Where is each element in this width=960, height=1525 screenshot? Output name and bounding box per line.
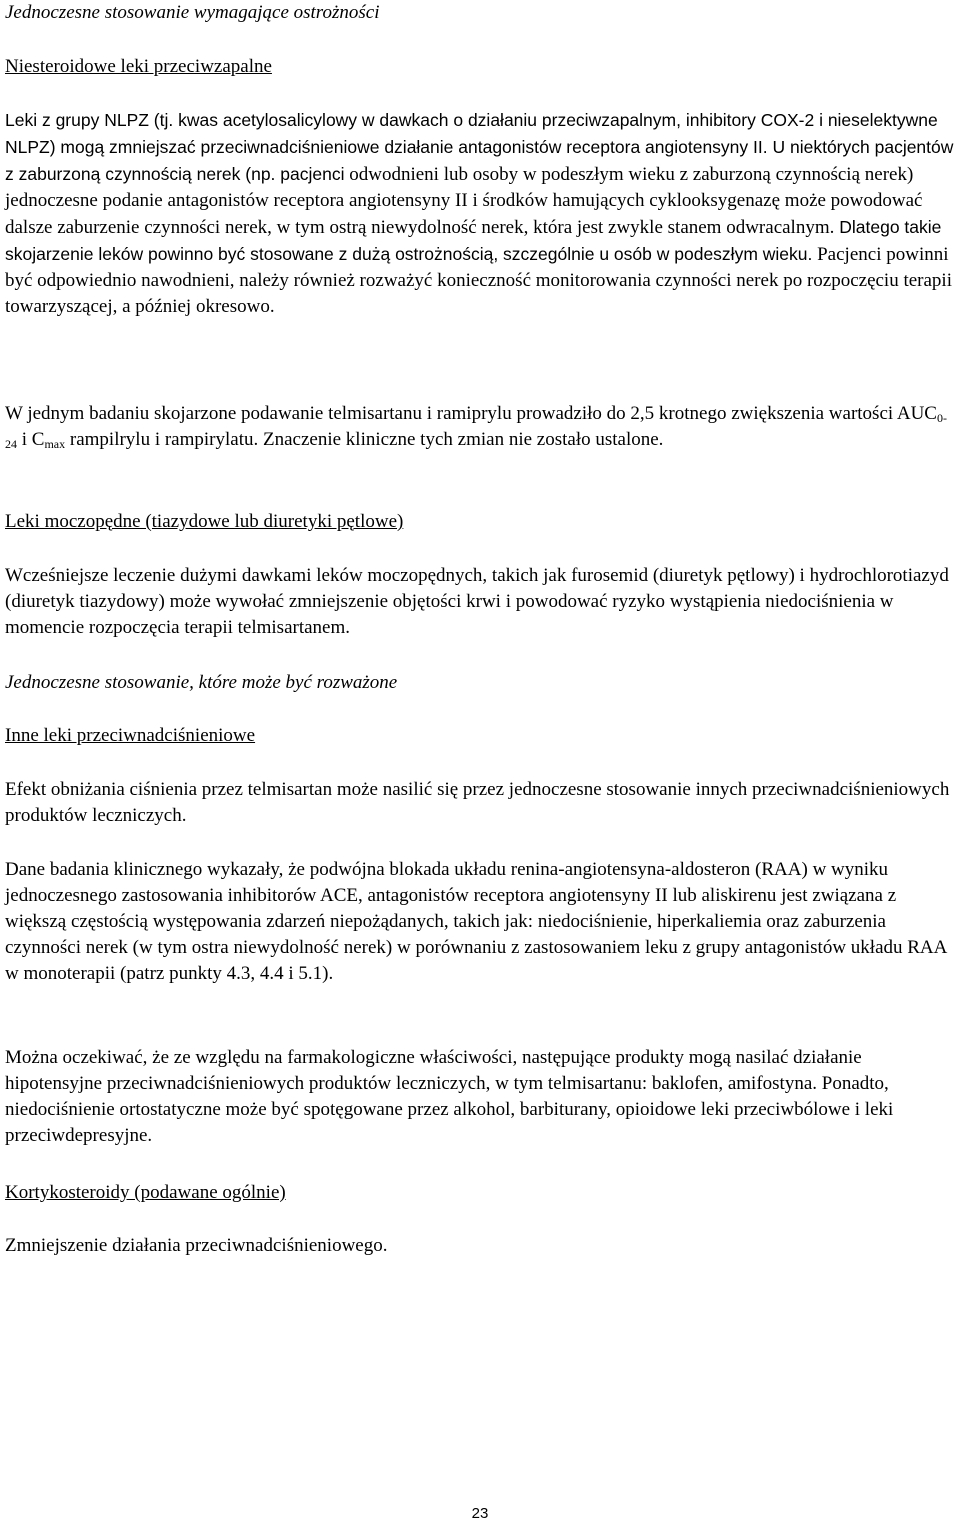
page-number: 23 bbox=[471, 1505, 489, 1522]
text-segment: W jednym badaniu skojarzone podawanie telmisartanu i ramiprylu prowadziło do 2,5 krotnego zwiększenia wartości AUC bbox=[5, 403, 937, 424]
section-title-antihypertensive: Inne leki przeciwnadciśnieniowe bbox=[5, 725, 256, 746]
paragraph-raa-blockade: Dane badania klinicznego wykazały, że podwójna blokada układu renina-angiotensyna-aldosteron (RAA) w wyniku jednoczesnego zastosowania inhibitorów ACE, antagonistów receptora angiotensyny II lub aliskirenu jest związana z większą częstością występowania zdarzeń niepożądanych, takich jak: niedociśnienie, hiperkaliemia oraz zaburzenia czynności nerek (w tym ostra niewydolność nerek) w porównaniu z zastosowaniem leku z grupy antagonistów układu RAA w monoterapii (patrz punkty 4.3, 4.4 i 5.1). bbox=[5, 859, 947, 984]
paragraph-hypotensive-products: Można oczekiwać, że ze względu na farmakologiczne właściwości, następujące produkty mogą nasilać działanie hipotensyjne przeciwnadciśnieniowych produktów leczniczych, w tym telmisartanu: baklofen, amifostyna. Ponadto, niedociśnienie ortostatyczne może być spotęgowane przez alkohol, barbiturany, opioidowe leki przeciwbólowe i leki przeciwdepresyjne. bbox=[5, 1047, 894, 1146]
paragraph-nsaid-interaction bbox=[5, 107, 957, 320]
text-segment: Dlatego takie skojarzenie leków powinno być stosowane z dużą ostrożnością, szczególnie u osób w podeszłym wieku. bbox=[5, 217, 942, 264]
text-segment: Leki z grupy NLPZ (tj. kwas acetylosalicylowy w dawkach o działaniu przeciwzapalnym, inhibitory COX-2 i nieselektywne NLPZ) mogą zmniejszać przeciwnadciśnieniowe działanie antagonistów receptora angiotensyny II. U niektórych pacjentów z zaburzoną czynnością nerek (np. pacjenci bbox=[5, 110, 954, 184]
section-title-corticosteroids: Kortykosteroidy (podawane ogólnie) bbox=[5, 1182, 286, 1203]
heading-concomitant-caution: Jednoczesne stosowanie wymagające ostrożności bbox=[5, 2, 380, 23]
text-segment: i C bbox=[17, 429, 45, 450]
paragraph-antihypertensive-effect: Efekt obniżania ciśnienia przez telmisartan może nasilić się przez jednoczesne stosowanie innych przeciwnadciśnieniowych produktów leczniczych. bbox=[5, 779, 950, 826]
section-title-diuretics: Leki moczopędne (tiazydowe lub diuretyki pętlowe) bbox=[5, 511, 404, 532]
paragraph-diuretics: Wcześniejsze leczenie dużymi dawkami leków moczopędnych, takich jak furosemid (diuretyk pętlowy) i hydrochlorotiazyd (diuretyk tiazydowy) może wywołać zmniejszenie objętości krwi i powodować ryzyko wystąpienia niedociśnienia w momencie rozpoczęcia terapii telmisartanem. bbox=[5, 565, 949, 638]
subscript-cmax: max bbox=[44, 437, 66, 451]
section-title-nsaid: Niesteroidowe leki przeciwzapalne bbox=[5, 56, 272, 77]
heading-concomitant-considered: Jednoczesne stosowanie, które może być rozważone bbox=[5, 672, 398, 693]
text-segment: odwodnieni lub osoby w podeszłym wieku z zaburzoną czynnością nerek) jednoczesne podanie antagonistów receptora angiotensyny II i środków hamujących cyklooksygenazę może powodować dalsze zaburzenie czynności nerek, w tym ostrą niewydolność nerek, która jest zwykle stanem odwracalnym. bbox=[5, 164, 923, 238]
paragraph-ramipril-study bbox=[5, 401, 957, 453]
text-segment: rampilrylu i rampirylatu. Znaczenie kliniczne tych zmian nie zostało ustalone. bbox=[65, 429, 664, 450]
paragraph-corticosteroids: Zmniejszenie działania przeciwnadciśnieniowego. bbox=[5, 1235, 388, 1256]
text-segment: Pacjenci powinni być odpowiednio nawodnieni, należy również rozważyć konieczność monitorowania czynności nerek po rozpoczęciu terapii towarzyszącej, a później okresowo. bbox=[5, 244, 952, 317]
subscript-auc: 0-24 bbox=[5, 411, 947, 451]
